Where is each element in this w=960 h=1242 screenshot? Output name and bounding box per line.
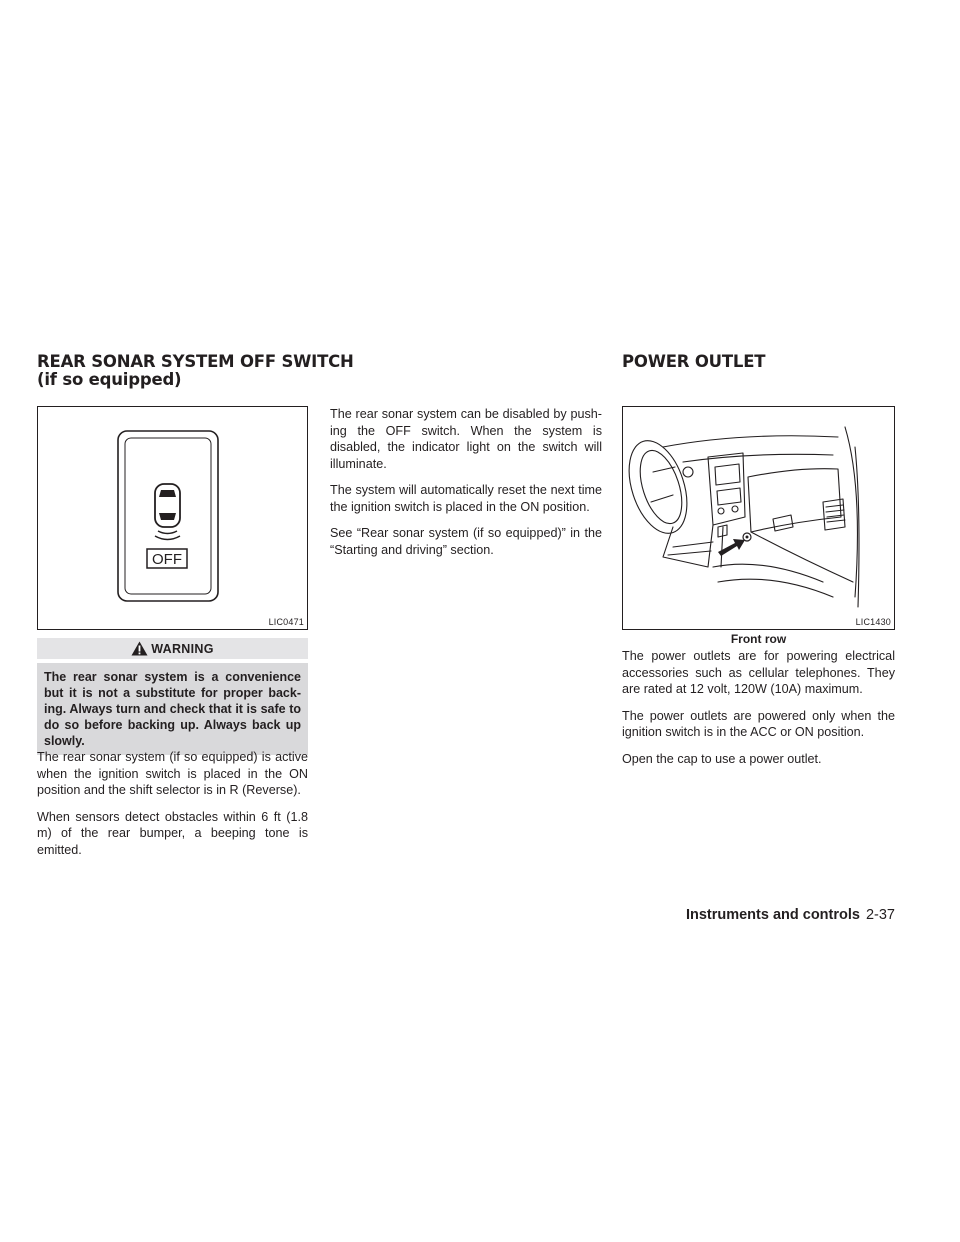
switch-off-label: OFF bbox=[152, 551, 182, 568]
section-heading-power-outlet: POWER OUTLET bbox=[622, 352, 766, 371]
warning-title: WARNING bbox=[151, 641, 214, 656]
middle-body-text bbox=[330, 406, 602, 568]
paragraph: Open the cap to use a power outlet. bbox=[622, 751, 822, 766]
paragraph: See “Rear sonar system (if so equipped)” in the “Starting and driving” section. bbox=[330, 526, 602, 557]
warning-triangle-icon bbox=[131, 641, 148, 656]
figure-caption: Front row bbox=[730, 632, 787, 646]
warning-header bbox=[37, 638, 308, 659]
heading-line-1: REAR SONAR SYSTEM OFF SWITCH bbox=[37, 352, 354, 371]
chapter-title: Instruments and controls bbox=[685, 907, 860, 923]
page-number: 2-37 bbox=[865, 907, 895, 923]
figure-code: LIC0471 bbox=[268, 617, 304, 627]
paragraph: The system will automatically reset the next time the ignition switch is placed in the ON position. bbox=[330, 483, 602, 514]
sonar-switch-illustration bbox=[38, 407, 307, 629]
right-body-text bbox=[622, 648, 895, 777]
figure-power-outlet bbox=[622, 406, 895, 630]
warning-box bbox=[37, 638, 308, 755]
dashboard-illustration bbox=[623, 407, 894, 629]
page-footer bbox=[686, 907, 895, 923]
warning-text: The rear sonar system is a convenience but it is not a substitute for proper back-ing. Always turn and check that it is safe to do so before backing up. Always back up slowly. bbox=[37, 663, 308, 755]
figure-sonar-switch bbox=[37, 406, 308, 630]
paragraph: The rear sonar system can be disabled by push-ing the OFF switch. When the system is disabled, the indicator light on the switch will illuminate. bbox=[330, 407, 602, 471]
paragraph: The power outlets are for powering electrical accessories such as cellular telephones. They are rated at 12 volt, 120W (10A) maximum. bbox=[622, 649, 895, 696]
paragraph: The rear sonar system (if so equipped) is active when the ignition switch is placed in the ON position and the shift selector is in R (Reverse). bbox=[37, 750, 308, 797]
section-heading-rear-sonar bbox=[37, 353, 354, 389]
figure-code: LIC1430 bbox=[855, 617, 891, 627]
paragraph: The power outlets are powered only when the ignition switch is in the ACC or ON position. bbox=[622, 708, 895, 739]
left-body-text bbox=[37, 749, 308, 868]
paragraph: When sensors detect obstacles within 6 ft (1.8 m) of the rear bumper, a beeping tone is emitted. bbox=[37, 809, 308, 857]
heading-line-2: (if so equipped) bbox=[37, 370, 182, 389]
